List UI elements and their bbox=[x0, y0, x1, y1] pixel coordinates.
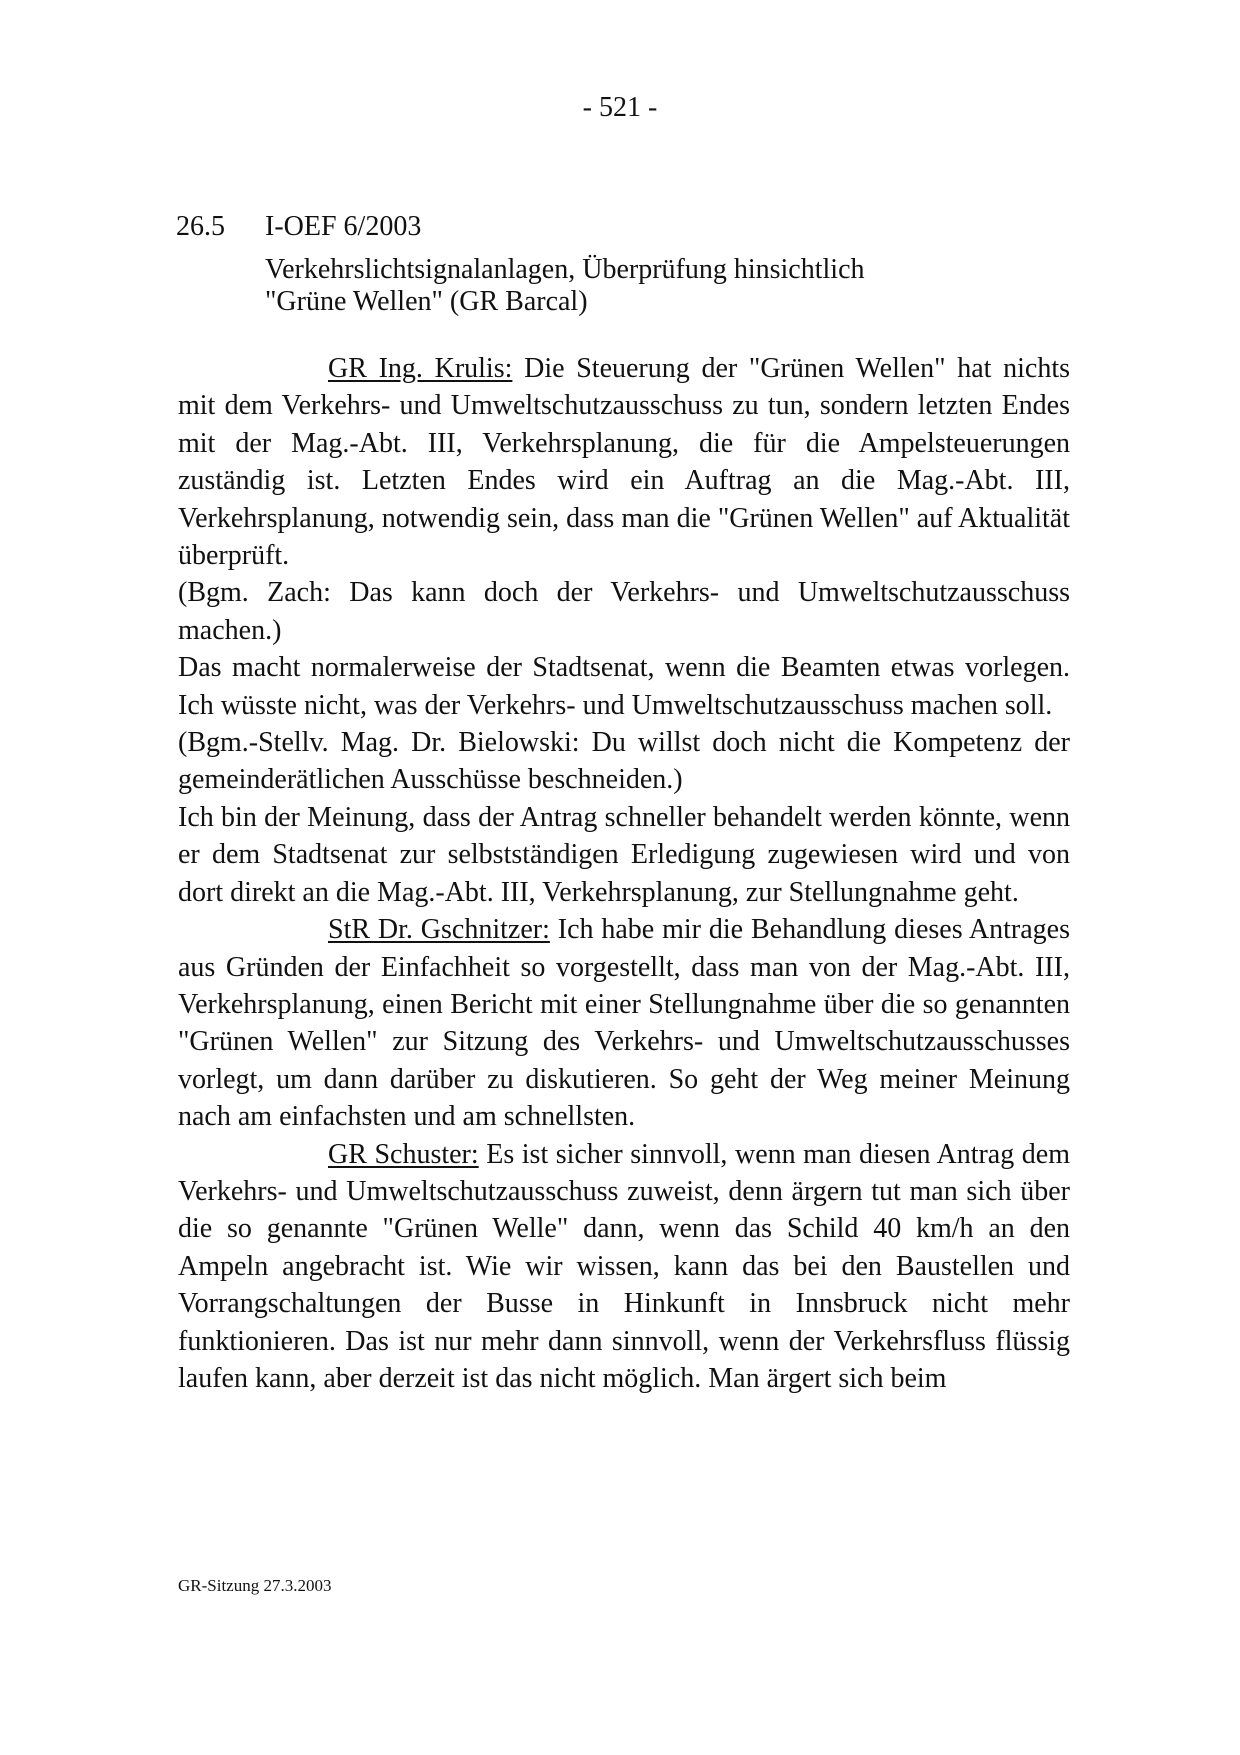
paragraph-text: (Bgm.-Stellv. Mag. Dr. Bielowski: Du willst doch nicht die Kompetenz der gemeinderätlichen Ausschüsse beschneiden.) bbox=[178, 727, 1070, 796]
minutes-body bbox=[178, 350, 1070, 1397]
paragraph-text: Das macht normalerweise der Stadtsenat, wenn die Beamten etwas vorlegen. Ich wüsste nicht, was der Verkehrs- und Umweltschutzausschuss machen soll. bbox=[178, 652, 1070, 721]
paragraph-text: Die Steuerung der "Grünen Wellen" hat nichts mit dem Verkehrs- und Umweltschutzausschuss zu tun, sondern letzten Endes mit der Mag.-Abt. III, Verkehrsplanung, die für die Ampelsteuerungen zuständig ist. Letzten Endes wird ein Auftrag an die Mag.-Abt. III, Verkehrsplanung, notwendig sein, dass man die "Grünen Wellen" auf Aktualität überprüft. bbox=[178, 353, 1071, 572]
interjection-paragraph bbox=[178, 724, 1070, 799]
speech-paragraph bbox=[178, 1136, 1070, 1398]
subject-line: "Grüne Wellen" (GR Barcal) bbox=[265, 286, 588, 317]
speech-paragraph bbox=[178, 911, 1070, 1135]
agenda-item-reference: I-OEF 6/2003 bbox=[265, 211, 422, 242]
speech-paragraph bbox=[178, 350, 1070, 574]
speech-paragraph bbox=[178, 799, 1070, 911]
speaker-name: GR Ing. Krulis: bbox=[328, 353, 513, 384]
speech-paragraph bbox=[178, 649, 1070, 724]
paragraph-text: Es ist sicher sinnvoll, wenn man diesen Antrag dem Verkehrs- und Umweltschutzausschuss zuweist, denn ärgern tut man sich über die so genannte "Grünen Welle" dann, wenn das Schild 40 km/h an den Ampeln angebracht ist. Wie wir wissen, kann das bei den Baustellen und Vorrangschaltungen der Busse in Hinkunft in Innsbruck nicht mehr funktionieren. Das ist nur mehr dann sinnvoll, wenn der Verkehrsfluss flüssig laufen kann, aber derzeit ist das nicht möglich. Man ärgert sich beim bbox=[178, 1138, 1070, 1394]
paragraph-text: Ich bin der Meinung, dass der Antrag schneller behandelt werden könnte, wenn er dem Stadtsenat zur selbstständigen Erledigung zugewiesen wird und von dort direkt an die Mag.-Abt. III, Verkehrsplanung, zur Stellungnahme geht. bbox=[178, 801, 1070, 908]
speaker-name: StR Dr. Gschnitzer: bbox=[328, 914, 550, 946]
page-footer: GR-Sitzung 27.3.2003 bbox=[178, 1576, 332, 1595]
agenda-item-number: 26.5 bbox=[176, 211, 225, 242]
interjection-paragraph bbox=[178, 574, 1070, 649]
agenda-item-header bbox=[176, 210, 421, 244]
paragraph-text: (Bgm. Zach: Das kann doch der Verkehrs- und Umweltschutzausschuss machen.) bbox=[178, 577, 1070, 646]
agenda-item-subject bbox=[265, 254, 865, 318]
paragraph-text: Ich habe mir die Behandlung dieses Antrages aus Gründen der Einfachheit so vorgestellt, dass man von der Mag.-Abt. III, Verkehrsplanung, einen Bericht mit einer Stellungnahme über die so genannten "Grünen Wellen" zur Sitzung des Verkehrs- und Umweltschutzausschusses vorlegt, um dann darüber zu diskutieren. So geht der Weg meiner Meinung nach am einfachsten und am schnellsten. bbox=[178, 914, 1070, 1133]
speaker-name: GR Schuster: bbox=[328, 1138, 479, 1170]
subject-line: Verkehrslichtsignalanlagen, Überprüfung hinsichtlich bbox=[265, 254, 865, 285]
page-number: - 521 - bbox=[582, 92, 658, 123]
